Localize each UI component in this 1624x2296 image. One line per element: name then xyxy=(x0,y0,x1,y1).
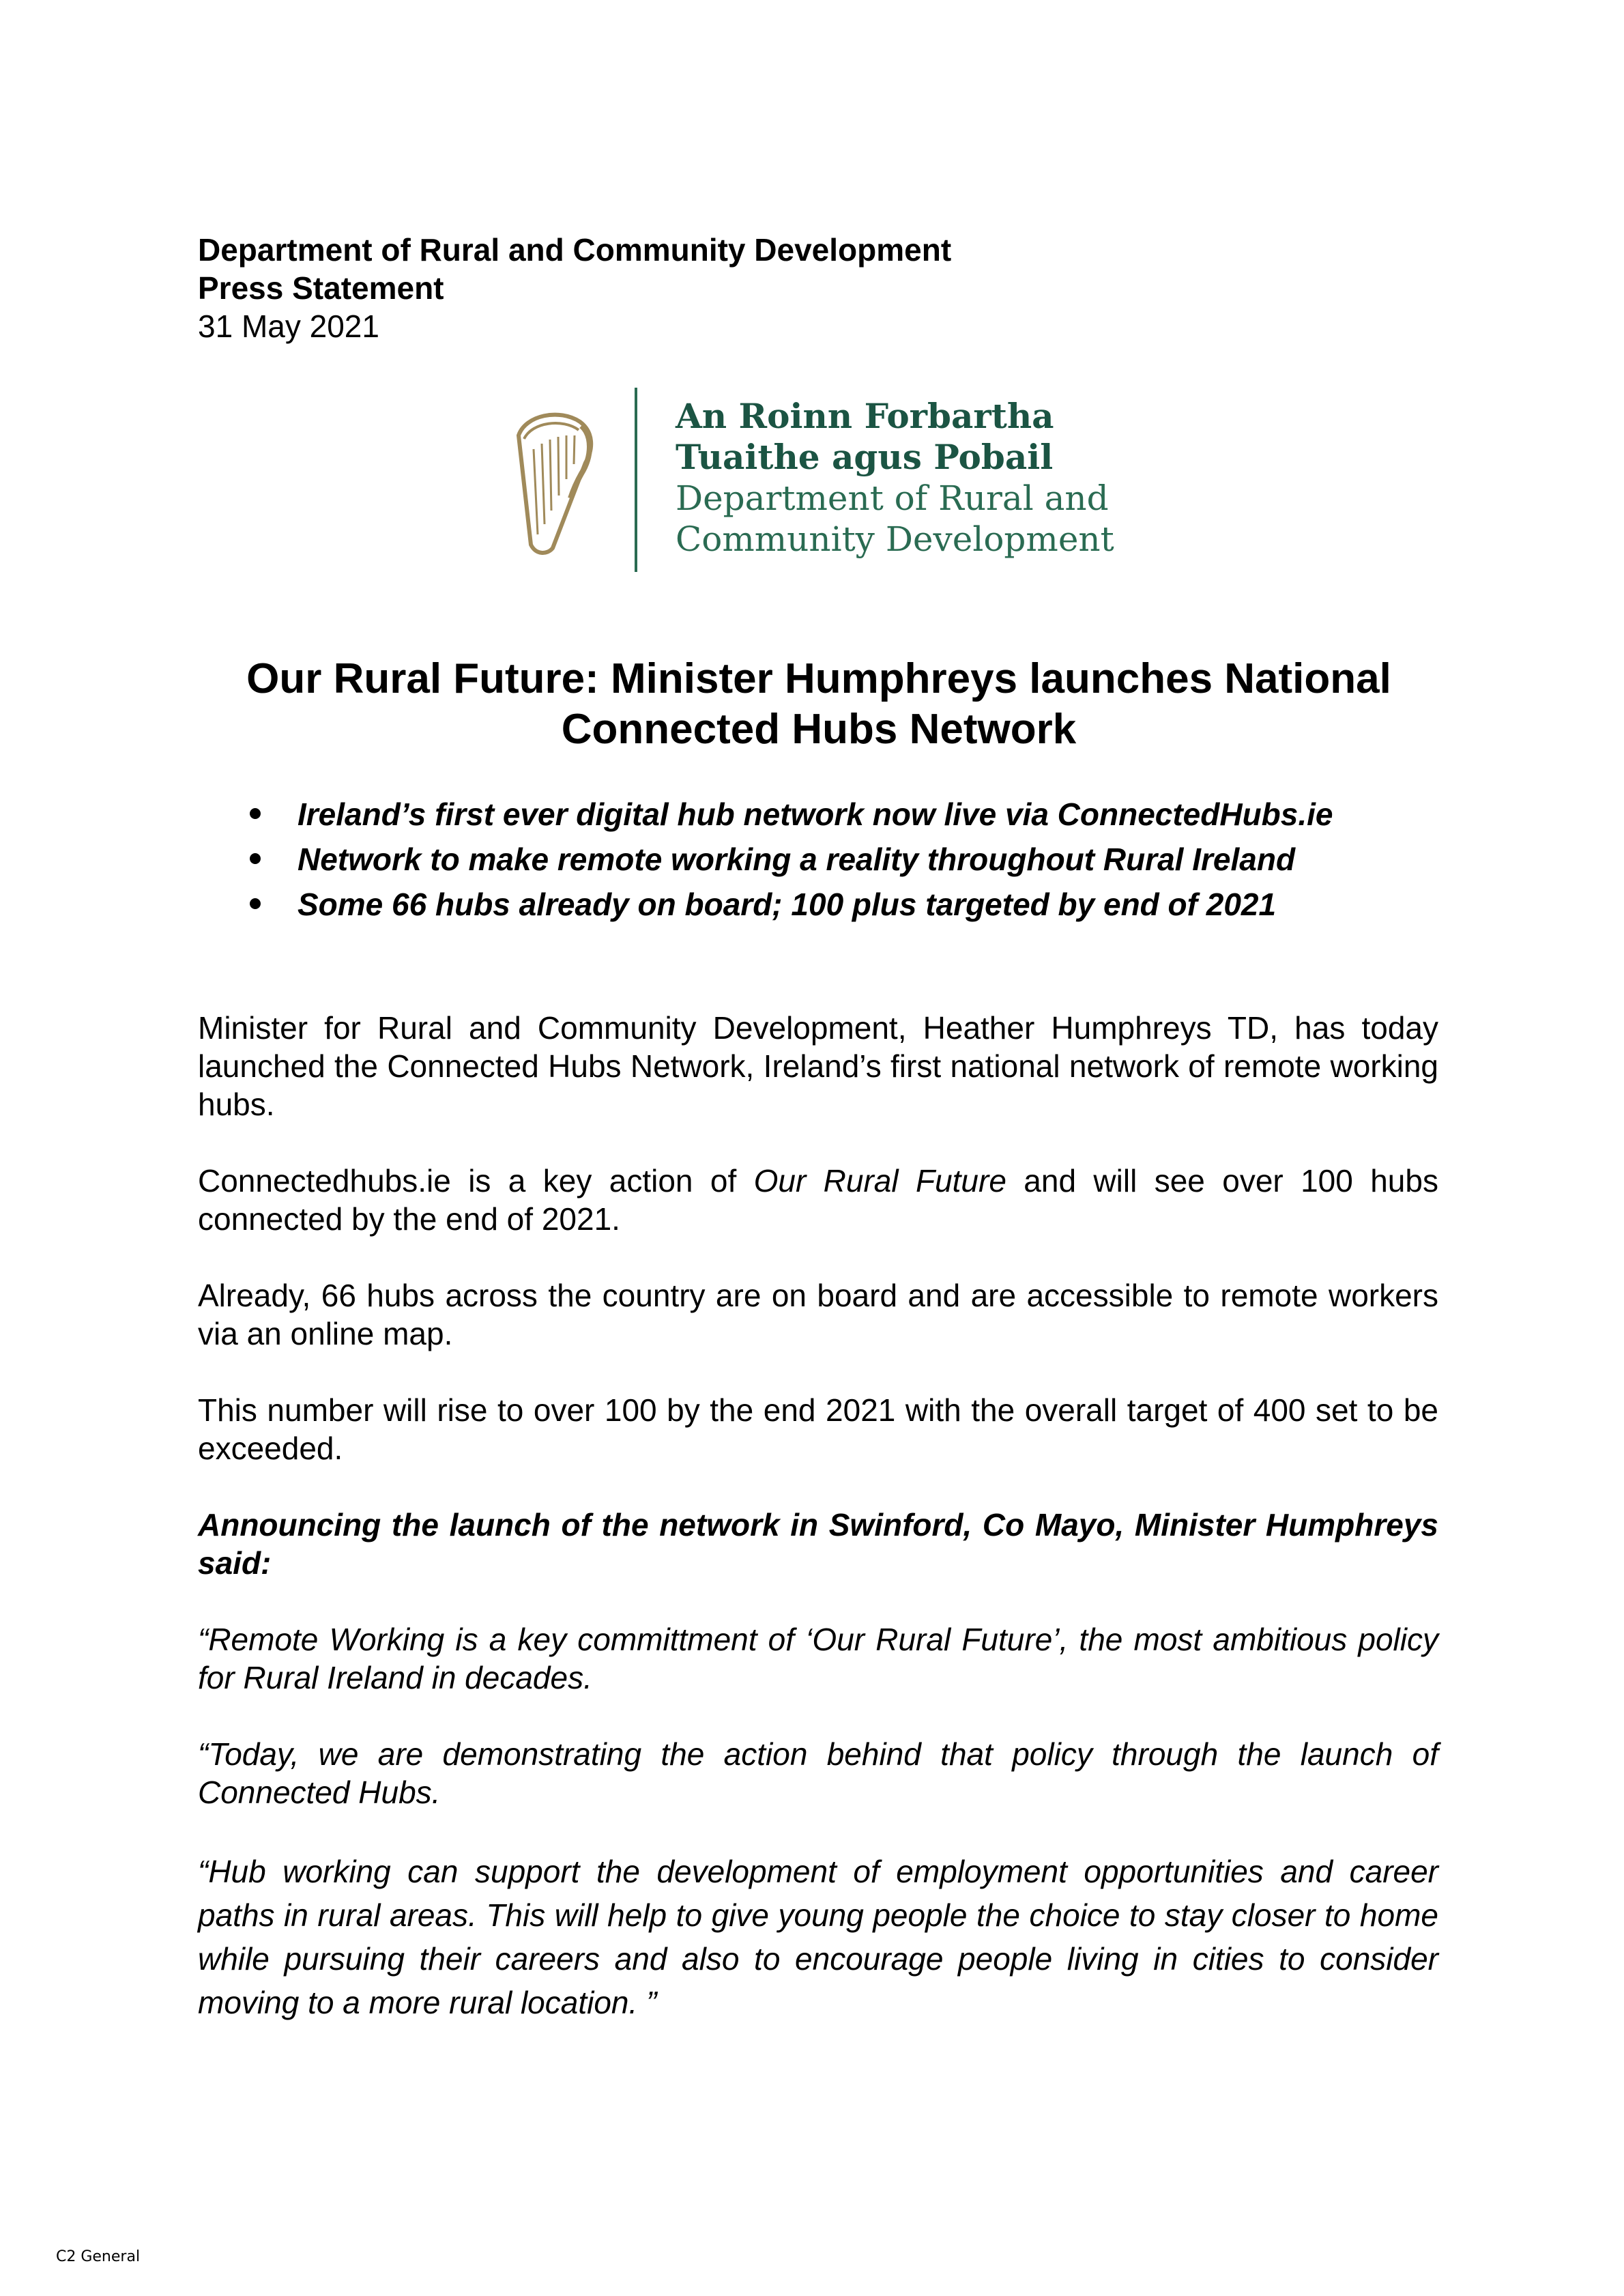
release-date: 31 May 2021 xyxy=(198,308,379,344)
press-title xyxy=(164,654,1474,755)
highlight-item: Network to make remote working a reality throughout Rural Ireland xyxy=(246,837,1333,882)
highlights-list xyxy=(246,792,1333,927)
department-logo xyxy=(505,388,1114,579)
press-body xyxy=(198,1009,1438,2063)
title-line-1: Our Rural Future: Minister Humphreys launches National xyxy=(246,655,1391,702)
logo-irish-line1: An Roinn Forbartha xyxy=(676,396,1054,436)
quote-paragraph-1: “Remote Working is a key committment of ‘Our Rural Future’, the most ambitious policy for Rural Ireland in decades. xyxy=(198,1622,1438,1695)
logo-english-line2: Community Development xyxy=(676,519,1114,559)
logo-english-line1: Department of Rural and xyxy=(676,478,1109,518)
bullet-icon xyxy=(250,853,261,864)
classification-label: C2 General xyxy=(56,2248,141,2265)
body-paragraph-2: Connectedhubs.ie is a key action of Our Rural Future and will see over 100 hubs connected by the end of 2021. xyxy=(198,1163,1438,1237)
logo-divider xyxy=(635,388,637,572)
announcement-intro: Announcing the launch of the network in Swinford, Co Mayo, Minister Humphreys said: xyxy=(198,1507,1438,1581)
department-name: Department of Rural and Community Development xyxy=(198,232,952,268)
logo-wordmark xyxy=(676,396,1114,560)
statement-type: Press Statement xyxy=(198,270,444,306)
bullet-icon xyxy=(250,898,261,909)
highlight-item: Some 66 hubs already on board; 100 plus targeted by end of 2021 xyxy=(246,882,1333,927)
title-line-2: Connected Hubs Network xyxy=(561,706,1077,753)
bullet-icon xyxy=(250,808,261,819)
press-header xyxy=(198,231,951,345)
quote-paragraph-3: “Hub working can support the development of employment opportunities and career paths in rural areas. This will help to give young people the choice to stay closer to home while pursuing their careers and also to encourage people living in cities to consider moving to a more rural location. ” xyxy=(198,1854,1438,2020)
harp-icon xyxy=(505,408,600,558)
body-paragraph-1: Minister for Rural and Community Development, Heather Humphreys TD, has today launched the Connected Hubs Network, Ireland’s first national network of remote working hubs. xyxy=(198,1010,1438,1122)
body-paragraph-3: Already, 66 hubs across the country are on board and are accessible to remote workers via an online map. xyxy=(198,1278,1438,1351)
logo-irish-line2: Tuaithe agus Pobail xyxy=(676,437,1054,477)
highlight-item: Ireland’s first ever digital hub network now live via ConnectedHubs.ie xyxy=(246,792,1333,837)
quote-paragraph-2: “Today, we are demonstrating the action behind that policy through the launch of Connected Hubs. xyxy=(198,1736,1438,1810)
body-paragraph-4: This number will rise to over 100 by the end 2021 with the overall target of 400 set to be exceeded. xyxy=(198,1392,1438,1466)
